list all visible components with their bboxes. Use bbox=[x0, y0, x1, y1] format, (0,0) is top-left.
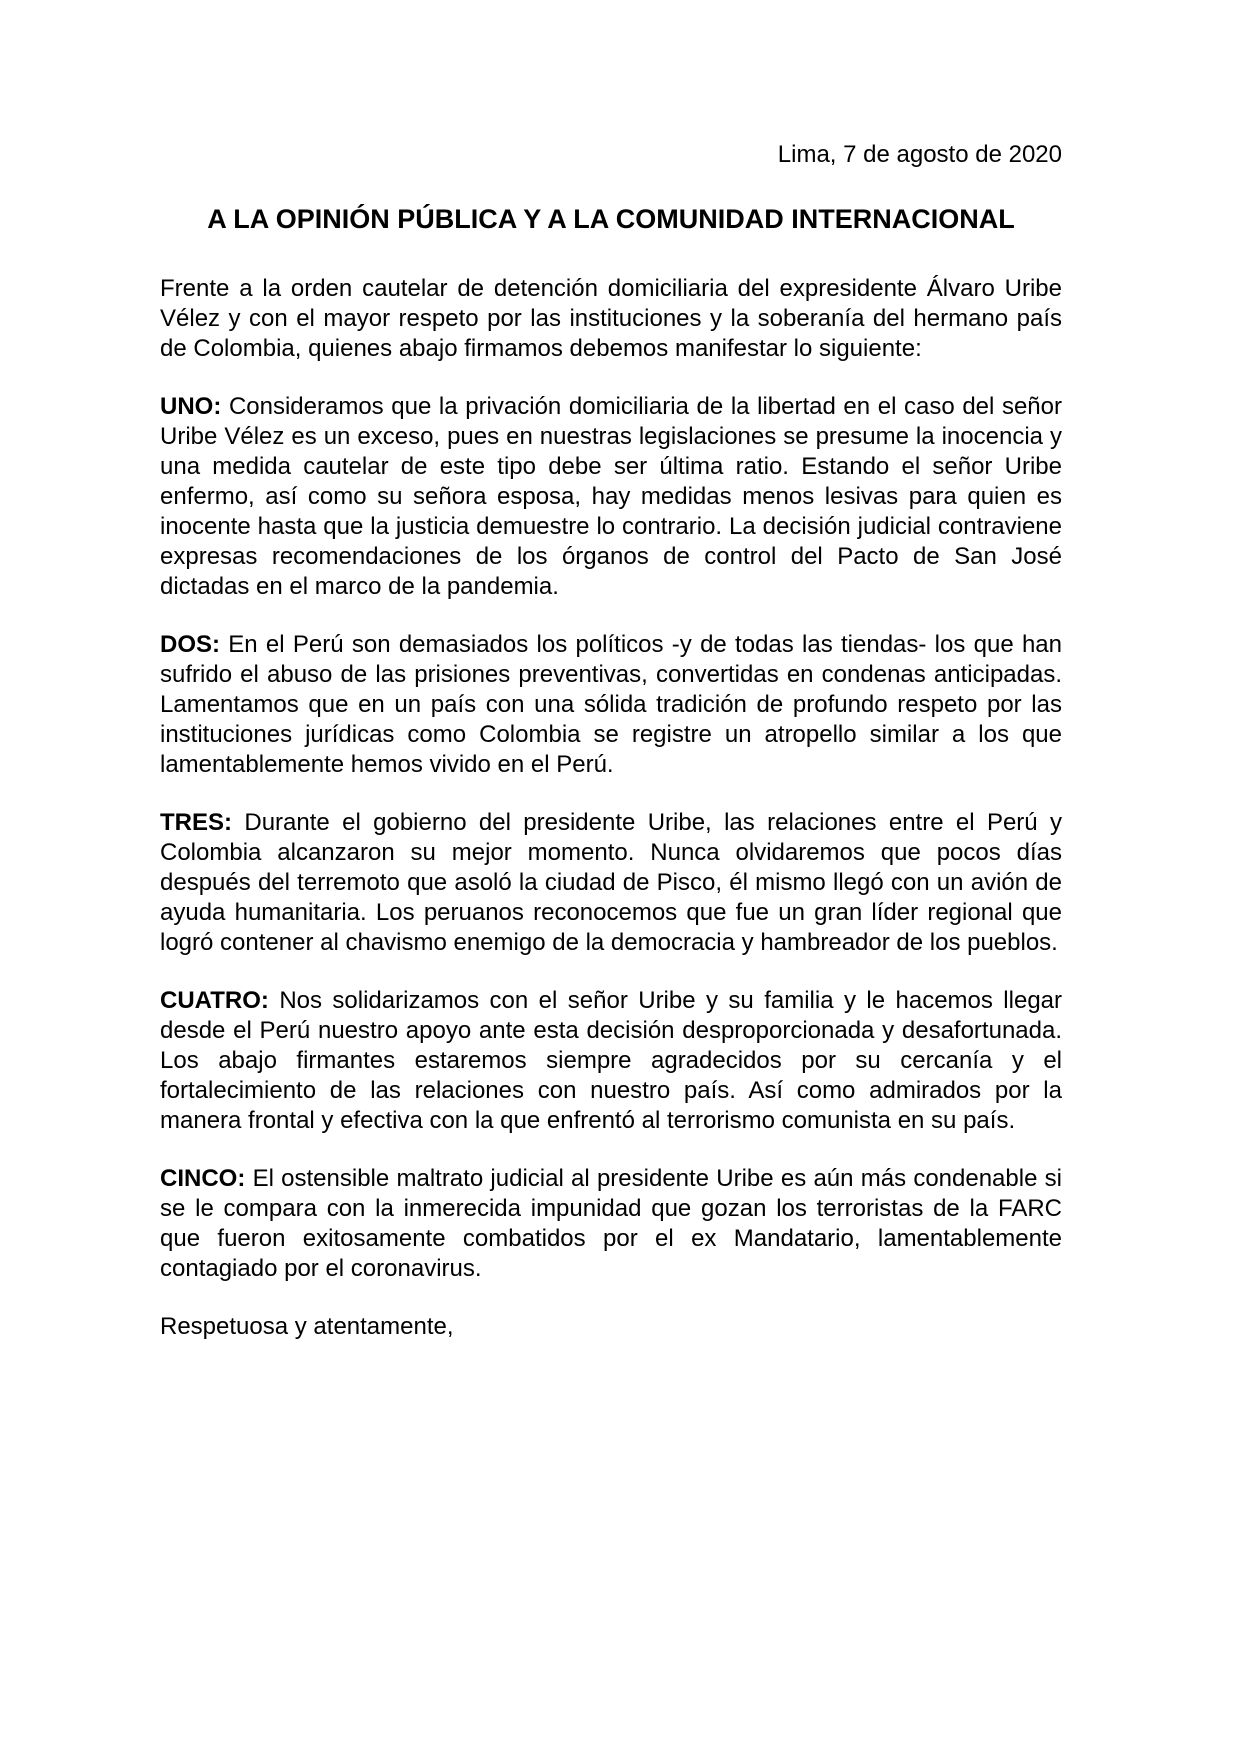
paragraph-cinco bbox=[160, 1164, 1062, 1284]
paragraph-dos-label: DOS: bbox=[160, 631, 220, 658]
paragraph-uno-text: Consideramos que la privación domiciliaria de la libertad en el caso del señor Uribe Vélez es un exceso, pues en nuestras legislaciones se presume la inocencia y una medida cautelar de este tipo debe ser última ratio. Estando el señor Uribe enfermo, así como su señora esposa, hay medidas menos lesivas para quien es inocente hasta que la justicia demuestre lo contrario. La decisión judicial contraviene expresas recomendaciones de los órganos de control del Pacto de San José dictadas en el marco de la pandemia. bbox=[160, 393, 1062, 600]
paragraph-dos-text: En el Perú son demasiados los políticos -y de todas las tiendas- los que han sufrido el abuso de las prisiones preventivas, convertidas en condenas anticipadas. Lamentamos que en un país con una sólida tradición de profundo respeto por las instituciones jurídicas como Colombia se registre un atropello similar a los que lamentablemente hemos vivido en el Perú. bbox=[160, 631, 1062, 778]
date-line: Lima, 7 de agosto de 2020 bbox=[777, 141, 1062, 168]
paragraph-tres-label: TRES: bbox=[160, 809, 232, 836]
letter-content bbox=[160, 140, 1062, 1342]
paragraph-tres bbox=[160, 808, 1062, 958]
paragraph-dos bbox=[160, 630, 1062, 780]
paragraph-cinco-label: CINCO: bbox=[160, 1165, 246, 1192]
closing-line: Respetuosa y atentamente, bbox=[160, 1313, 454, 1340]
paragraph-uno-label: UNO: bbox=[160, 393, 222, 420]
paragraph-uno bbox=[160, 392, 1062, 602]
intro-paragraph: Frente a la orden cautelar de detención domiciliaria del expresidente Álvaro Uribe Vélez y con el mayor respeto por las instituciones y la soberanía del hermano país de Colombia, quienes abajo firmamos debemos manifestar lo siguiente: bbox=[160, 275, 1062, 362]
page-title: A LA OPINIÓN PÚBLICA Y A LA COMUNIDAD INTERNACIONAL bbox=[207, 204, 1015, 234]
paragraph-cinco-text: El ostensible maltrato judicial al presidente Uribe es aún más condenable si se le compara con la inmerecida impunidad que gozan los terroristas de la FARC que fueron exitosamente combatidos por el ex Mandatario, lamentablemente contagiado por el coronavirus. bbox=[160, 1165, 1063, 1282]
paragraph-cuatro bbox=[160, 986, 1062, 1136]
paragraph-tres-text: Durante el gobierno del presidente Uribe, las relaciones entre el Perú y Colombia alcanzaron su mejor momento. Nunca olvidaremos que pocos días después del terremoto que asoló la ciudad de Pisco, él mismo llegó con un avión de ayuda humanitaria. Los peruanos reconocemos que fue un gran líder regional que logró contener al chavismo enemigo de la democracia y hambreador de los pueblos. bbox=[160, 809, 1062, 956]
paragraph-cuatro-text: Nos solidarizamos con el señor Uribe y su familia y le hacemos llegar desde el Perú nuestro apoyo ante esta decisión desproporcionada y desafortunada. Los abajo firmantes estaremos siempre agradecidos por su cercanía y el fortalecimiento de las relaciones con nuestro país. Así como admirados por la manera frontal y efectiva con la que enfrentó al terrorismo comunista en su país. bbox=[160, 987, 1063, 1134]
paragraph-cuatro-label: CUATRO: bbox=[160, 987, 269, 1014]
